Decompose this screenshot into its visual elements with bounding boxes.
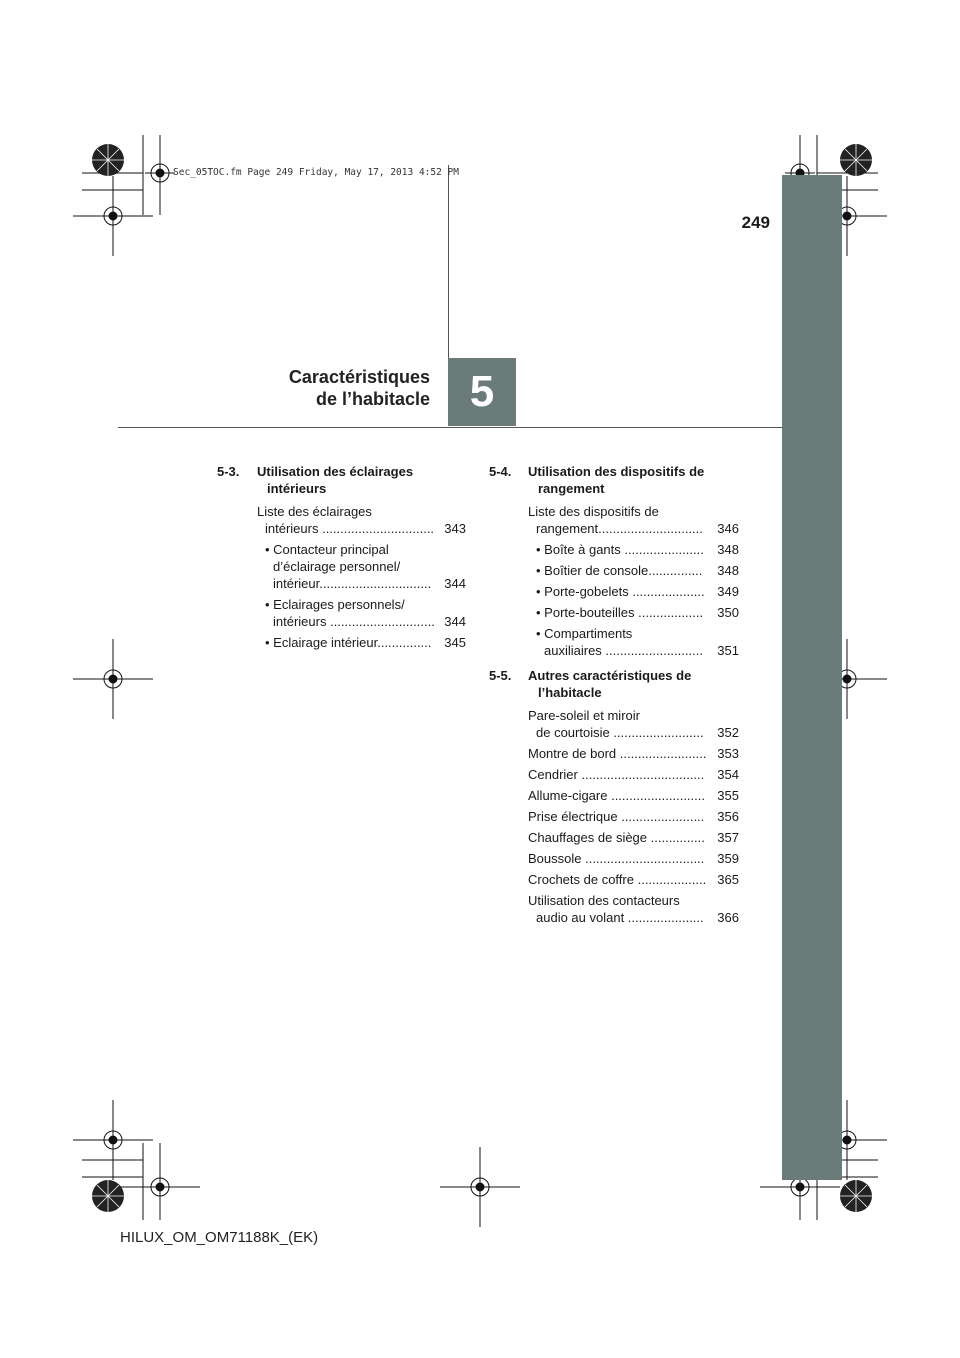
entry-page: 359: [717, 851, 739, 866]
section-title-1: Autres caractéristiques de: [528, 668, 692, 683]
entry-text: Chauffages de siège ...............: [528, 830, 705, 845]
toc-entry[interactable]: [528, 892, 739, 926]
chapter-side-tab: [782, 175, 842, 1180]
toc-left-column: [217, 459, 466, 651]
entry-page: 346: [717, 521, 739, 536]
entry-page: 366: [717, 910, 739, 925]
toc-entry[interactable]: [528, 583, 739, 600]
entry-text: Pare-soleil et miroir: [528, 708, 640, 723]
entry-text: Montre de bord ........................: [528, 746, 707, 761]
toc-entry[interactable]: [528, 745, 739, 762]
entry-text: Liste des dispositifs de: [528, 504, 659, 519]
toc-entry[interactable]: [528, 850, 739, 867]
toc-entry[interactable]: [528, 766, 739, 783]
entry-page: 355: [717, 788, 739, 803]
page-number: 249: [741, 213, 770, 232]
chapter-number-box: 5: [448, 358, 516, 426]
section-title-1: Utilisation des éclairages: [257, 464, 414, 479]
toc-entry[interactable]: [528, 625, 739, 659]
toc-entry[interactable]: [528, 787, 739, 804]
entry-page: 349: [717, 584, 739, 599]
entry-page: 348: [717, 542, 739, 557]
toc-entry[interactable]: [257, 634, 466, 651]
file-stamp: Sec_05TOC.fm Page 249 Friday, May 17, 2013 4:52 PM: [173, 167, 459, 178]
toc-entry[interactable]: [528, 604, 739, 621]
toc-entry[interactable]: [528, 541, 739, 558]
entry-text: • Eclairage intérieur...............: [265, 635, 432, 650]
toc-entry[interactable]: [528, 503, 739, 537]
chapter-title-line1: Caractéristiques: [288, 367, 430, 387]
entry-page: 365: [717, 872, 739, 887]
entry-page: 344: [444, 614, 466, 629]
header-rule: [118, 427, 782, 428]
entry-page: 357: [717, 830, 739, 845]
toc-entry[interactable]: [257, 541, 466, 592]
section-title-2: l’habitacle: [538, 685, 602, 700]
section-number: 5-5.: [489, 668, 512, 683]
entry-text-cont: rangement.............................: [536, 521, 703, 536]
toc-entry[interactable]: [528, 808, 739, 825]
entry-text: • Compartiments: [536, 626, 633, 641]
entry-page: 351: [717, 643, 739, 658]
entry-page: 348: [717, 563, 739, 578]
section-number: 5-3.: [217, 464, 240, 479]
entry-text: Utilisation des contacteurs: [528, 893, 680, 908]
entry-text-cont: intérieurs .............................: [273, 614, 435, 629]
footer-doc-id: HILUX_OM_OM71188K_(EK): [120, 1229, 319, 1246]
entry-text: • Contacteur principal: [265, 542, 389, 557]
toc-entry[interactable]: [528, 829, 739, 846]
entry-text: Crochets de coffre ...................: [528, 872, 707, 887]
entry-text: Cendrier ..................................: [528, 767, 705, 782]
entry-text: Liste des éclairages: [257, 504, 372, 519]
toc-entry[interactable]: [257, 503, 466, 537]
entry-text: • Boîte à gants ......................: [536, 542, 704, 557]
entry-page: 345: [444, 635, 466, 650]
header-vertical-rule: [448, 165, 449, 358]
entry-page: 354: [717, 767, 739, 782]
section-title-1: Utilisation des dispositifs de: [528, 464, 705, 479]
entry-text: Allume-cigare ..........................: [528, 788, 705, 803]
entry-text: Prise électrique .......................: [528, 809, 705, 824]
entry-text: • Eclairages personnels/: [265, 597, 405, 612]
entry-text-cont: audio au volant .....................: [536, 910, 704, 925]
entry-page: 353: [717, 746, 739, 761]
entry-text-cont: intérieur...............................: [273, 576, 432, 591]
entry-page: 350: [717, 605, 739, 620]
toc-entry[interactable]: [528, 562, 739, 579]
entry-text: • Porte-bouteilles ..................: [536, 605, 704, 620]
chapter-title-line2: de l’habitacle: [315, 389, 430, 409]
section-title-2: intérieurs: [267, 481, 327, 496]
toc-entry[interactable]: [528, 707, 739, 741]
toc-entry[interactable]: [257, 596, 466, 630]
toc-section-5-4[interactable]: [489, 463, 739, 497]
chapter-title: [200, 366, 430, 410]
entry-text: Boussole .................................: [528, 851, 705, 866]
entry-page: 343: [444, 521, 466, 536]
entry-text: • Boîtier de console...............: [536, 563, 703, 578]
toc-right-column: [489, 459, 739, 926]
toc-section-5-3[interactable]: [217, 463, 466, 497]
toc-section-5-5[interactable]: [489, 667, 739, 701]
section-title-2: rangement: [538, 481, 605, 496]
entry-text-cont: intérieurs ...............................: [265, 521, 435, 536]
toc-entry[interactable]: [528, 871, 739, 888]
entry-page: 352: [717, 725, 739, 740]
entry-page: 344: [444, 576, 466, 591]
entry-text-cont: de courtoisie .........................: [536, 725, 704, 740]
entry-text-cont: d’éclairage personnel/: [273, 559, 401, 574]
entry-page: 356: [717, 809, 739, 824]
section-number: 5-4.: [489, 464, 512, 479]
entry-text-cont: auxiliaires ...........................: [544, 643, 703, 658]
entry-text: • Porte-gobelets ....................: [536, 584, 705, 599]
